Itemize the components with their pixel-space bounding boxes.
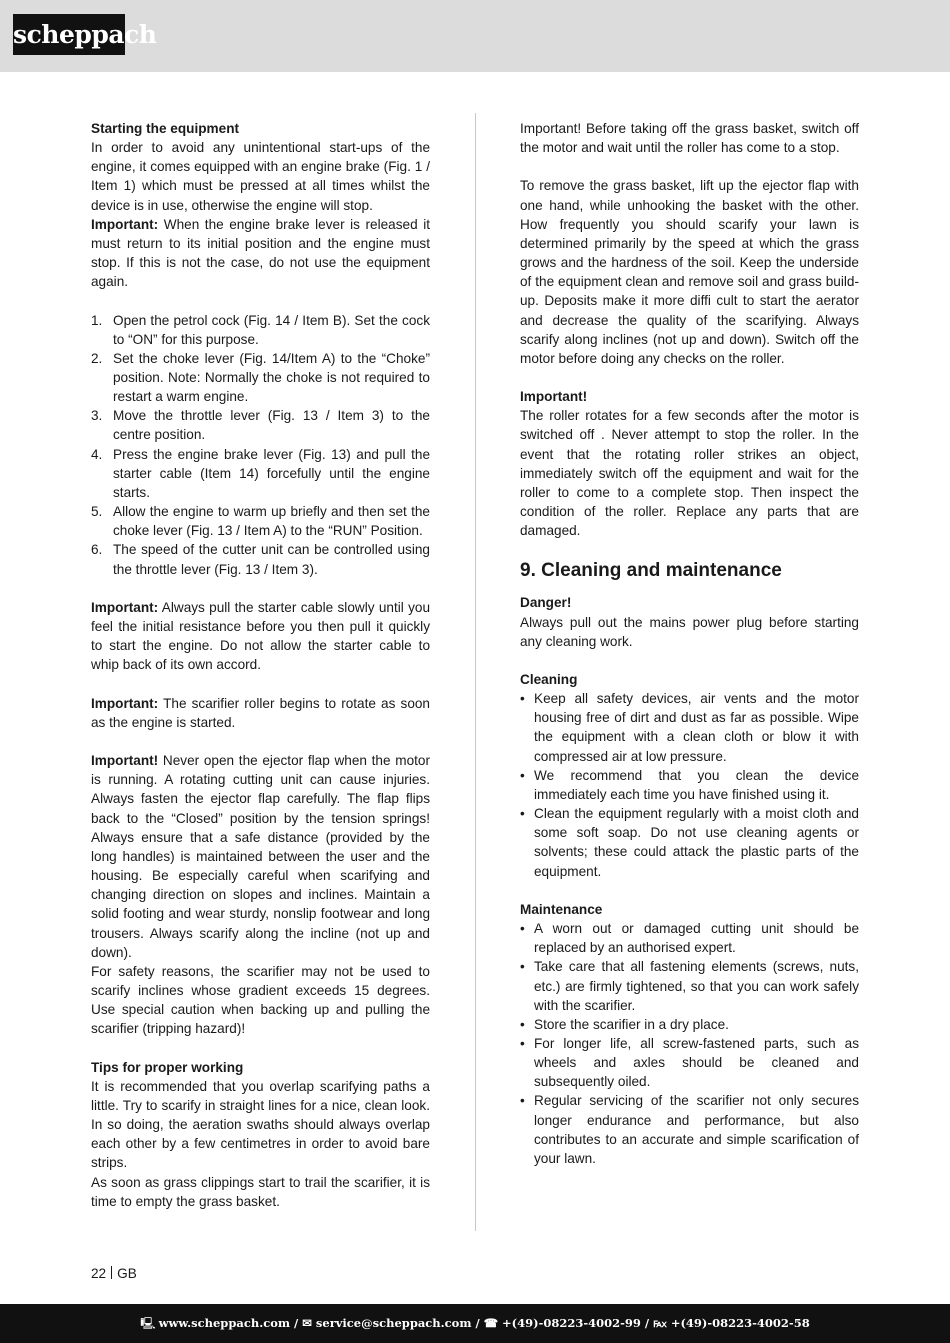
- page-footer: [91, 1265, 137, 1283]
- list-item: • We recommend that you clean the device immediately each time you have finished using it.: [520, 767, 859, 802]
- list-item: • Store the scarifier in a dry place.: [520, 1016, 729, 1032]
- important-paragraph-4: Important! Never open the ejector flap when the motor is running. A rotating cutting unit can cause injuries. Always fasten the ejector flap carefully. The flap flips back to the “Closed” position by the tension springs! Always ensure that a safe distance (provided by the long handles) is maintained between the user and the housing. Be especially careful when scarifying and changing direction on slopes and inclines. Maintain a solid footing and wear sturdy, nonslip footwear and long trousers. Always scarify along the incline (not up and down).: [91, 753, 430, 960]
- left-column: [91, 119, 430, 1211]
- important-basket-paragraph: Important! Before taking off the grass basket, switch off the motor and wait until the roller has come to a stop.: [520, 121, 859, 156]
- list-item: • Take care that all fastening elements (screws, nuts, etc.) are firmly tightened, so that you can work safely with the scarifier.: [520, 959, 859, 1013]
- list-item: 3. Move the throttle lever (Fig. 13 / Item 3) to the centre position.: [91, 408, 430, 443]
- tips-paragraph: It is recommended that you overlap scarifying paths a little. Try to scarify in straight lines for a nice, clean look. In so doing, the aeration swaths should always overlap each other by a few centimetres in order to avoid bare strips.: [91, 1078, 430, 1171]
- list-item: 6. The speed of the cutter unit can be controlled using the throttle lever (Fig. 13 / Item 3).: [91, 542, 430, 577]
- language-code: GB: [117, 1266, 137, 1281]
- maintenance-heading: Maintenance: [520, 901, 603, 917]
- brand-logo: scheppach: [13, 14, 125, 55]
- right-column: [520, 119, 859, 1168]
- header-bar: [0, 0, 950, 72]
- important-paragraph-1: Important: When the engine brake lever is released it must return to its initial position and the engine must stop. If this is not the case, do not use the equipment again.: [91, 216, 430, 290]
- important-heading: Important!: [520, 389, 588, 405]
- start-intro: In order to avoid any unintentional start-ups of the engine, it comes equipped with an engine brake (Fig. 1 / Item 1) which must be pressed at all times whilst the device is in use, otherwise the engine will stop.: [91, 140, 430, 213]
- roller-paragraph: The roller rotates for a few seconds after the motor is switched off . Never attempt to stop the roller. In the event that the rotating roller strikes an object, immediately switch off the equipment and wait for the roller to come to a complete stop. Then inspect the condition of the roller. Replace any parts that are damaged.: [520, 408, 859, 539]
- contact-bar: [0, 1304, 950, 1343]
- important-paragraph-2: Important: Always pull the starter cable slowly until you feel the initial resistance before you then pull it quickly to start the engine. Do not allow the starter cable to whip back of its own accord.: [91, 599, 430, 673]
- maintenance-list: [520, 919, 859, 1168]
- list-item: • Regular servicing of the scarifier not only secures longer endurance and performance, but also contributes to an accurate and simple scarification of your lawn.: [520, 1093, 859, 1166]
- list-item: 2. Set the choke lever (Fig. 14/Item A) to the “Choke” position. Note: Normally the choke is not required to restart a warm engine.: [91, 350, 430, 405]
- list-item: 4. Press the engine brake lever (Fig. 13) and pull the starter cable (Item 14) forcefully until the engine starts.: [91, 446, 430, 500]
- list-item: • A worn out or damaged cutting unit should be replaced by an authorised expert.: [520, 921, 859, 956]
- page-separator: [111, 1266, 112, 1279]
- important-paragraph-3: Important: The scarifier roller begins to rotate as soon as the engine is started.: [91, 695, 430, 730]
- list-item: 5. Allow the engine to warm up briefly and then set the choke lever (Fig. 13 / Item A) to the “RUN” Position.: [91, 504, 430, 539]
- cleaning-list: [520, 689, 859, 881]
- list-item: 1. Open the petrol cock (Fig. 14 / Item B). Set the cock to “ON” for this purpose.: [91, 312, 430, 347]
- safety-paragraph: For safety reasons, the scarifier may not be used to scarify inclines whose gradient exceeds 15 degrees. Use special caution when backing up and pulling the scarifier (tripping hazard)!: [91, 963, 430, 1037]
- tips-paragraph-2: As soon as grass clippings start to trail the scarifier, it is time to empty the grass basket.: [91, 1174, 430, 1209]
- danger-heading: Danger!: [520, 595, 572, 611]
- computer-icon: 🖳: [140, 1316, 156, 1330]
- danger-paragraph: Always pull out the mains power plug before starting any cleaning work.: [520, 614, 859, 649]
- tips-heading: Tips for proper working: [91, 1059, 244, 1075]
- list-item: • Clean the equipment regularly with a moist cloth and some soft soap. Do not use cleaning agents or solvents; these could attack the plastic parts of the equipment.: [520, 806, 859, 879]
- page-number: 22: [91, 1266, 107, 1281]
- cleaning-heading: Cleaning: [520, 672, 578, 688]
- contact-line: www.scheppach.com / ✉ service@scheppach.com / ☎ +(49)-08223-4002-99 / ℻ +(49)-08223-4002-58: [158, 1316, 810, 1330]
- start-steps-list: [91, 311, 430, 579]
- list-item: • For longer life, all screw-fastened parts, such as wheels and axles should be cleaned and subsequently oiled.: [520, 1035, 859, 1090]
- remove-basket-paragraph: To remove the grass basket, lift up the ejector flap with one hand, while unhooking the basket with the other. How frequently you should scarify your lawn is determined primarily by the speed at which the grass grows and the hardness of the soil. Keep the underside of the equipment clean and remove soil and grass build-up. Deposits make it more diffi cult to start the aerator and decrease the quality of the scarifying. Always scarify along inclines (not up and down). Switch off the motor before doing any checks on the roller.: [520, 178, 859, 366]
- list-item: • Keep all safety devices, air vents and the motor housing free of dirt and dust as far as possible. Wipe the equipment with a clean cloth or blow it with compressed air at low pressure.: [520, 691, 859, 764]
- column-divider: [475, 113, 476, 1231]
- section-title: 9. Cleaning and maintenance: [520, 560, 782, 582]
- start-heading: Starting the equipment: [91, 121, 240, 136]
